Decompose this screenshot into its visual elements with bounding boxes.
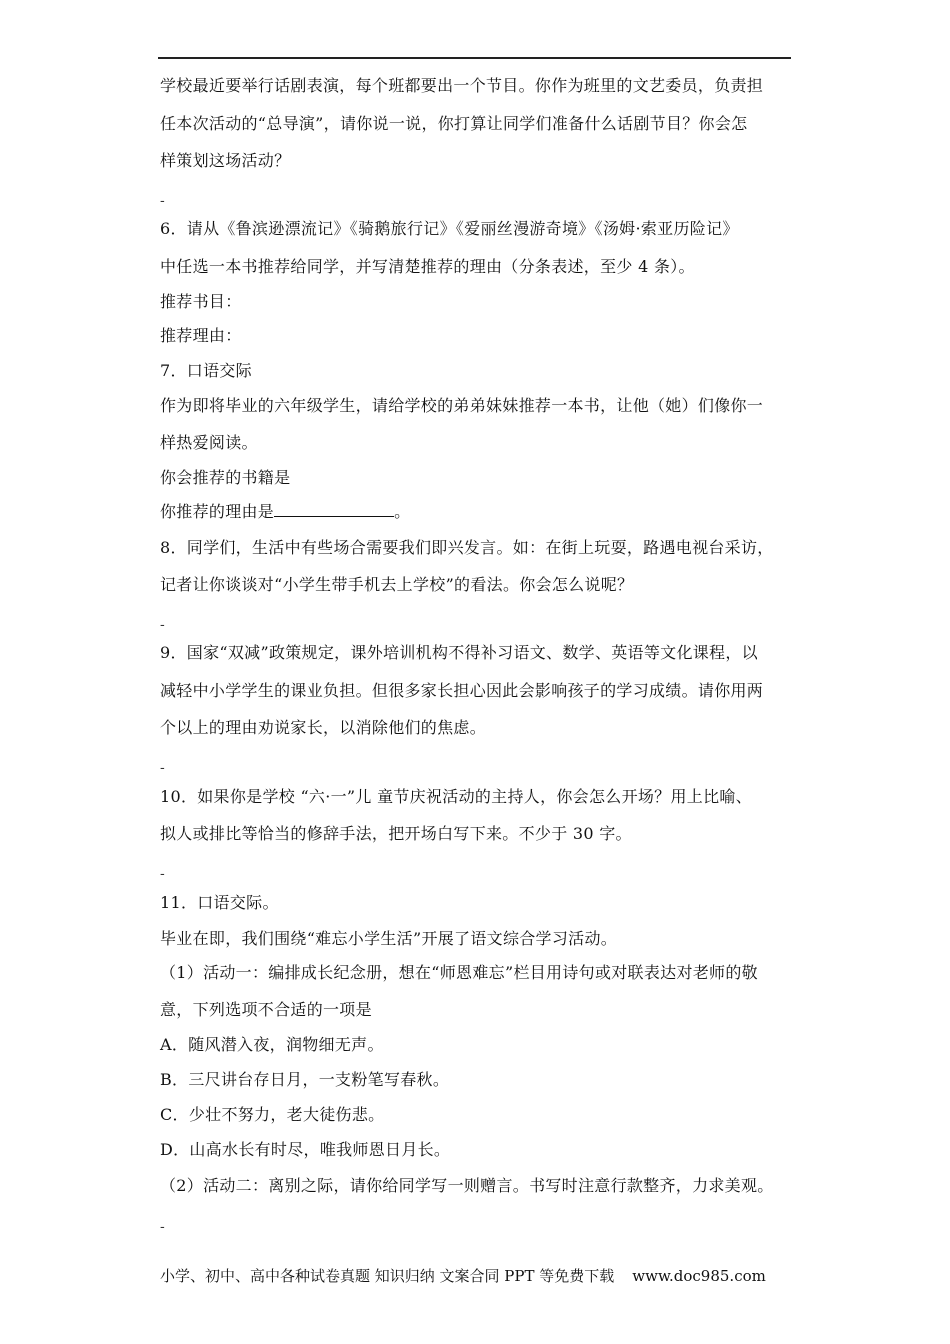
q6-line-2: 中任选一本书推荐给同学，并写清楚推荐的理由（分条表述，至少 4 条）。: [160, 257, 695, 276]
q5-line-2: 任本次活动的“总导演”，请你说一说，你打算让同学们准备什么话剧节目？你会怎: [160, 114, 748, 133]
answer-dash: -: [160, 193, 165, 209]
q11-option-a: A．随风潜入夜，润物细无声。: [160, 1035, 384, 1054]
q7-title: 7．口语交际: [160, 361, 252, 380]
footer-text: 小学、初中、高中各种试卷真题 知识归纳 文案合同 PPT 等免费下载: [160, 1267, 615, 1285]
q11-option-d: D．山高水长有时尽，唯我师恩日月长。: [160, 1140, 451, 1159]
q7-reason-prompt: [160, 502, 410, 522]
q5-line-1: 学校最近要举行话剧表演，每个班都要出一个节目。你作为班里的文艺委员，负责担: [160, 76, 764, 95]
q5-line-3: 样策划这场活动？: [160, 151, 291, 170]
q7-reason-prefix: 你推荐的理由是: [160, 502, 275, 521]
answer-blank[interactable]: [274, 502, 394, 517]
q11-part2: （2）活动二：离别之际，请你给同学写一则赠言。书写时注意行款整齐，力求美观。: [160, 1176, 774, 1195]
q7-reason-suffix: 。: [394, 502, 411, 521]
answer-dash: -: [160, 866, 165, 882]
q11-part1-line-2: 意，下列选项不合适的一项是: [160, 1000, 372, 1019]
q11-part1-line-1: （1）活动一：编排成长纪念册，想在“师恩难忘”栏目用诗句或对联表达对老师的敬: [160, 963, 758, 982]
q7-line-2: 样热爱阅读。: [160, 433, 258, 452]
answer-dash: -: [160, 617, 165, 633]
footer-url[interactable]: www.doc985.com: [632, 1267, 766, 1285]
q9-line-3: 个以上的理由劝说家长，以消除他们的焦虑。: [160, 718, 487, 737]
header-rule: [158, 57, 791, 59]
q6-line-1: 6．请从《鲁滨逊漂流记》《骑鹅旅行记》《爱丽丝漫游奇境》《汤姆·索亚历险记》: [160, 219, 739, 238]
q6-book-label: 推荐书目：: [160, 292, 242, 311]
q7-line-1: 作为即将毕业的六年级学生，请给学校的弟弟妹妹推荐一本书，让他（她）们像你一: [160, 396, 764, 415]
q7-book-prompt: 你会推荐的书籍是: [160, 468, 291, 487]
q9-line-2: 减轻中小学学生的课业负担。但很多家长担心因此会影响孩子的学习成绩。请你用两: [160, 681, 764, 700]
q8-line-1: 8．同学们，生活中有些场合需要我们即兴发言。如：在街上玩耍，路遇电视台采访，: [160, 538, 774, 557]
answer-dash: -: [160, 1219, 165, 1235]
q9-line-1: 9．国家“双减”政策规定，课外培训机构不得补习语文、数学、英语等文化课程，以: [160, 643, 758, 662]
answer-dash: -: [160, 760, 165, 776]
q10-line-2: 拟人或排比等恰当的修辞手法，把开场白写下来。不少于 30 字。: [160, 824, 632, 843]
q6-reason-label: 推荐理由：: [160, 326, 242, 345]
q8-line-2: 记者让你谈谈对“小学生带手机去上学校”的看法。你会怎么说呢？: [160, 575, 634, 594]
q11-option-c: C．少壮不努力，老大徒伤悲。: [160, 1105, 385, 1124]
q10-line-1: 10．如果你是学校 “六·一”儿 童节庆祝活动的主持人，你会怎么开场？用上比喻、: [160, 787, 752, 806]
q11-option-b: B．三尺讲台存日月，一支粉笔写春秋。: [160, 1070, 450, 1089]
q11-intro: 毕业在即，我们围绕“难忘小学生活”开展了语文综合学习活动。: [160, 929, 618, 948]
q11-title: 11．口语交际。: [160, 893, 279, 912]
page-footer: [160, 1266, 766, 1286]
